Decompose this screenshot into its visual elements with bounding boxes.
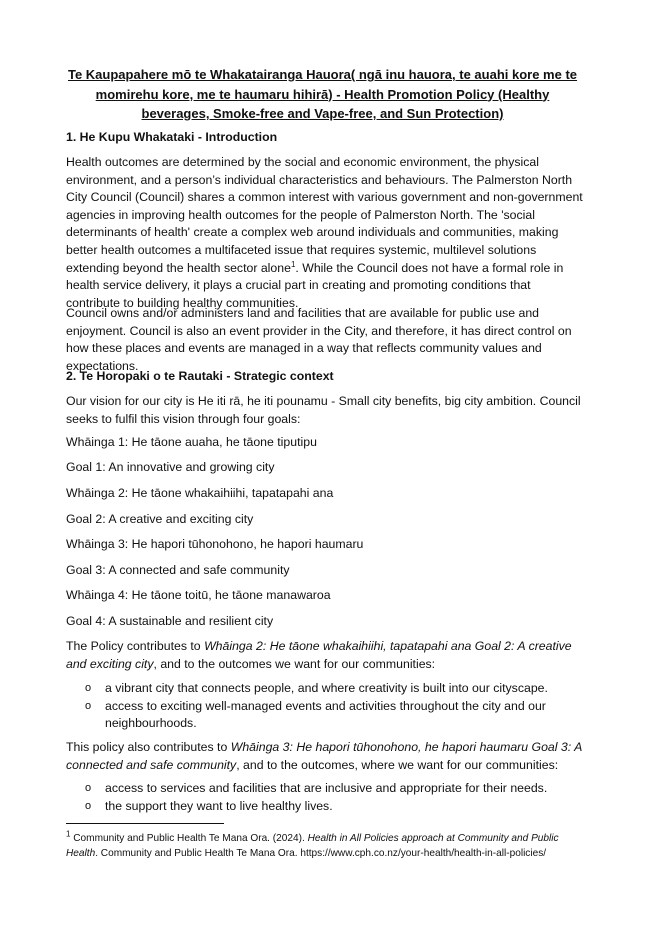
footnote-title-italic: Health in All Policies approach at Community and Public Health [66,833,559,859]
intro-text: Health outcomes are determined by the social and economic environment, the physical environment, and a person’s individual characteristics and behaviours. The Palmerston North City Council (Council) shares a common interest with various government and non-government agencies in improving health outcomes for the people of Palmerston North. The 'social determinants of health' create a complex web around individuals and communities, making better health outcomes a multifaceted issue that requires systemic, multilevel solutions extending beyond the health sector alone [66,155,583,275]
footnote-number: 1 [66,829,71,839]
goal-line: Whāinga 2: He tāone whakaihiihi, tapatapahi ana [66,486,334,500]
bullet-icon: o [85,782,92,794]
outcomes-list [66,780,584,815]
intro-text-continued: . While the Council does not have a formal role in health service delivery, it plays a crucial part in creating and promoting conditions that contribute to building healthy communities. [66,260,564,310]
goal-line: Whāinga 1: He tāone auaha, he tāone tiputipu [66,435,317,449]
list-item-text: access to exciting well-managed events and activities throughout the city and our neighbourhoods. [105,698,546,731]
bullet-icon: o [85,699,92,712]
list-item [66,798,584,816]
contribution-text: The Policy contributes to [66,639,205,653]
outcomes-list [66,680,584,733]
section-heading-strategic-context: 2. Te Horopaki o te Rautaki - Strategic context [66,369,334,383]
goal-line: Goal 2: A creative and exciting city [66,512,254,526]
vision-paragraph: Our vision for our city is He iti rā, he iti pounamu - Small city benefits, big city ambition. Council seeks to fulfil this vision through four goals: [66,394,581,426]
section-heading-introduction: 1. He Kupu Whakataki - Introduction [66,130,278,144]
list-item [66,698,584,733]
goal-line: Whāinga 3: He hapori tūhonohono, he hapori haumaru [66,537,364,551]
contribution-goal-italic: Whāinga 3: He hapori tūhonohono, he hapori haumaru Goal 3: A connected and safe community [66,740,582,772]
footnote-text-end: . Community and Public Health Te Mana Ora. https://www.cph.co.nz/your-health/health-in-all-policies/ [95,847,547,859]
list-item-text: access to services and facilities that are inclusive and appropriate for their needs. [105,781,548,795]
bullet-icon: o [85,682,92,694]
list-item-text: a vibrant city that connects people, and where creativity is built into our cityscape. [105,681,548,695]
goal-line: Goal 3: A connected and safe community [66,563,290,577]
footnote [66,829,586,861]
contribution-text-end: , and to the outcomes, where we want for our communities: [236,757,559,772]
list-item-text: the support they want to live healthy lives. [105,798,333,813]
council-paragraph: Council owns and/or administers land and facilities that are available for public use and enjoyment. Council is also an event provider in the City, and therefore, it has direct control on how these places and events are managed in a way that reflects community values and expectations. [66,306,572,373]
policy-contribution-paragraph [66,638,584,673]
bullet-icon: o [85,799,92,812]
footnote-divider [66,823,224,824]
policy-also-contribution-paragraph [66,739,584,774]
contribution-goal-italic: Whāinga 2: He tāone whakaihiihi, tapatapahi ana Goal 2: A creative and exciting city [66,639,572,671]
contribution-text: This policy also contributes to [66,740,231,754]
document-title: Te Kaupapahere mō te Whakatairanga Hauora( ngā inu hauora, te auahi kore me te momirehu kore, me te haumaru hihirā) - Health Promotion Policy (Healthy beverages, Smoke-free and Vape-free, and Sun Protection) [67,67,578,121]
list-item [66,680,584,698]
goal-line: Whāinga 4: He tāone toitū, he tāone manawaroa [66,588,331,602]
goal-line: Goal 4: A sustainable and resilient city [66,614,274,628]
footnote-text: Community and Public Health Te Mana Ora. (2024). [70,833,308,844]
contribution-text-end: , and to the outcomes we want for our communities: [153,656,436,671]
list-item [66,780,584,798]
goal-line: Goal 1: An innovative and growing city [66,460,275,474]
footnote-ref: 1 [290,259,296,269]
intro-paragraph [66,154,584,312]
